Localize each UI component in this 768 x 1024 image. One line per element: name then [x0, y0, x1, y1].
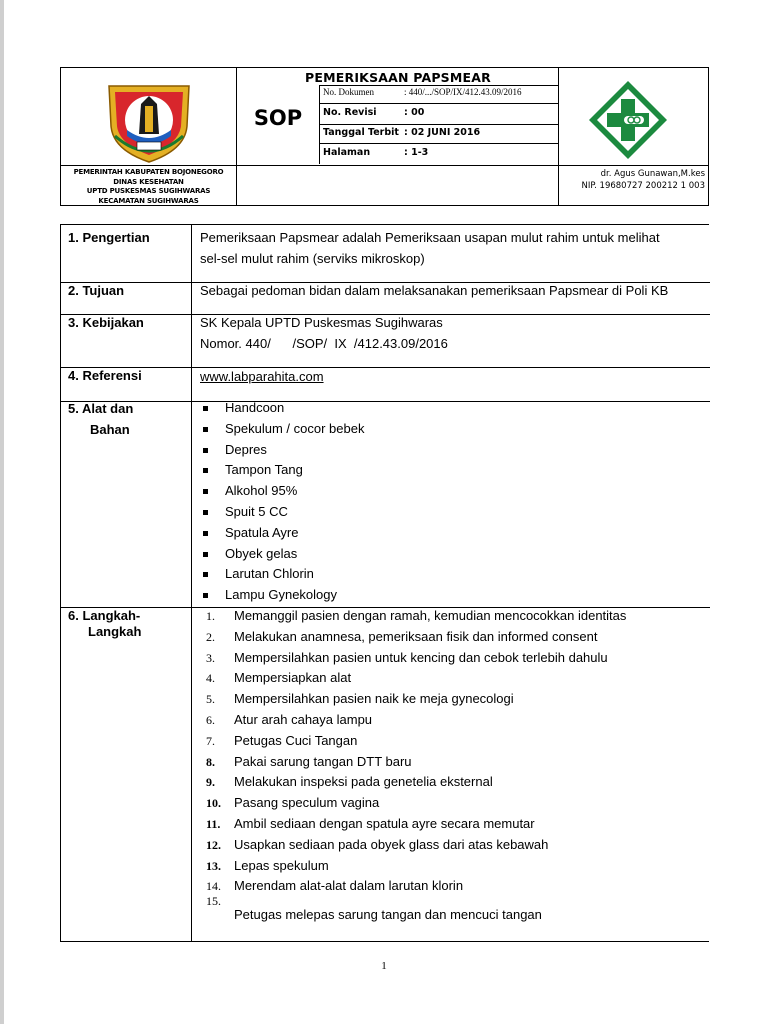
document-title: PEMERIKSAAN PAPSMEAR: [305, 70, 491, 85]
page-number: 1: [381, 960, 387, 972]
meta-value: : 440/.../SOP/IX/412.43.09/2016: [404, 87, 522, 97]
list-item: Lampu Gynekology: [200, 585, 364, 606]
header-divider: [558, 68, 559, 205]
pengertian-text: sel-sel mulut rahim (serviks mikroskop): [200, 251, 425, 266]
meta-value: : 1-3: [404, 147, 429, 158]
section-label-referensi: 4. Referensi: [68, 368, 142, 383]
list-item: 8. Pakai sarung tangan DTT baru: [206, 753, 412, 769]
org-line: UPTD PUSKESMAS SUGIHWARAS: [86, 187, 211, 195]
meta-value: : 00: [404, 107, 425, 118]
list-item: 6. Atur arah cahaya lampu: [206, 711, 373, 727]
kebijakan-text: SK Kepala UPTD Puskesmas Sugihwaras: [200, 315, 443, 330]
header-divider: [319, 85, 558, 86]
list-item: 15. Petugas melepas sarung tangan dan mencuci tangan: [206, 894, 542, 923]
row-divider: [61, 401, 710, 402]
section-label-langkah: 6. Langkah-: [68, 608, 141, 623]
org-name: [61, 168, 236, 206]
list-item: Spatula Ayre: [200, 523, 364, 544]
list-item: Alkohol 95%: [200, 481, 364, 502]
kebijakan-text: Nomor. 440/ /SOP/ IX /412.43.09/2016: [200, 336, 448, 351]
header-divider: [319, 143, 558, 144]
list-item: 12. Usapkan sediaan pada obyek glass dari atas kebawah: [206, 836, 549, 852]
sop-header: [60, 67, 709, 206]
puskesmas-logo: [587, 79, 669, 161]
bullet-icon: [203, 572, 208, 577]
bojonegoro-crest-logo: [101, 76, 197, 164]
signer-block: [561, 168, 705, 192]
header-divider: [319, 103, 558, 104]
section-label-pengertian: 1. Pengertian: [68, 230, 150, 245]
list-item: 1. Memanggil pasien dengan ramah, kemudian mencocokkan identitas: [206, 608, 627, 623]
section-label-langkah: Langkah: [88, 624, 142, 639]
header-divider: [61, 165, 236, 166]
meta-label: Tanggal Terbit: [323, 127, 399, 138]
row-divider: [61, 367, 710, 368]
bullet-icon: [203, 489, 208, 494]
section-label-alat: 5. Alat dan: [68, 401, 134, 416]
list-item: Handcoon: [200, 398, 364, 419]
list-item: 13. Lepas spekulum: [206, 857, 329, 873]
column-divider: [191, 225, 192, 941]
sop-label: SOP: [253, 106, 303, 130]
list-item: 11. Ambil sediaan dengan spatula ayre secara memutar: [206, 815, 535, 831]
alat-list: [200, 398, 364, 606]
list-item: 10. Pasang speculum vagina: [206, 795, 380, 811]
section-label-kebijakan: 3. Kebijakan: [68, 315, 144, 330]
bullet-icon: [203, 510, 208, 515]
bullet-icon: [203, 427, 208, 432]
page-edge: [0, 0, 4, 1024]
pengertian-text: Pemeriksaan Papsmear adalah Pemeriksaan usapan mulut rahim untuk melihat: [200, 230, 660, 245]
header-divider: [236, 165, 558, 166]
bullet-icon: [203, 593, 208, 598]
tujuan-text: Sebagai pedoman bidan dalam melaksanakan pemeriksaan Papsmear di Poli KB: [200, 283, 669, 298]
header-divider: [558, 165, 709, 166]
bullet-icon: [203, 448, 208, 453]
bullet-icon: [203, 531, 208, 536]
org-line: DINAS KESEHATAN: [113, 177, 184, 186]
langkah-list: [200, 606, 626, 931]
bullet-icon: [203, 406, 208, 411]
list-item: 9. Melakukan inspeksi pada genetelia eksternal: [206, 774, 493, 790]
list-item: Spekulum / cocor bebek: [200, 419, 364, 440]
list-item: Tampon Tang: [200, 460, 364, 481]
signer-name: dr. Agus Gunawan,M.kes: [600, 169, 705, 179]
referensi-link[interactable]: www.labparahita.com: [200, 369, 324, 384]
section-label-alat: Bahan: [90, 422, 130, 437]
list-item: 4. Mempersiapkan alat: [206, 670, 352, 686]
list-item: Depres: [200, 440, 364, 461]
list-item: 2. Melakukan anamnesa, pemeriksaan fisik dan informed consent: [206, 628, 598, 644]
org-line: PEMERINTAH KABUPATEN BOJONEGORO: [73, 168, 224, 176]
list-item: 5. Mempersilahkan pasien naik ke meja gynecologi: [206, 691, 514, 707]
list-item: Obyek gelas: [200, 544, 364, 565]
list-item: 7. Petugas Cuci Tangan: [206, 732, 358, 748]
meta-label: Halaman: [323, 147, 371, 158]
meta-label: No. Revisi: [323, 107, 377, 118]
bullet-icon: [203, 552, 208, 557]
list-item: 14. Merendam alat-alat dalam larutan klorin: [206, 878, 464, 894]
meta-label: No. Dokumen: [323, 87, 374, 97]
signer-nip: NIP. 19680727 200212 1 003: [581, 181, 705, 191]
header-divider: [236, 68, 237, 205]
meta-value: : 02 JUNI 2016: [404, 127, 481, 138]
org-line: KECAMATAN SUGIHWARAS: [98, 196, 199, 205]
header-divider: [319, 124, 558, 125]
list-item: Spuit 5 CC: [200, 502, 364, 523]
bullet-icon: [203, 468, 208, 473]
list-item: Larutan Chlorin: [200, 564, 364, 585]
sop-content-table: [60, 224, 709, 942]
section-label-tujuan: 2. Tujuan: [68, 283, 125, 298]
list-item: 3. Mempersilahkan pasien untuk kencing dan cebok terlebih dahulu: [206, 649, 608, 665]
